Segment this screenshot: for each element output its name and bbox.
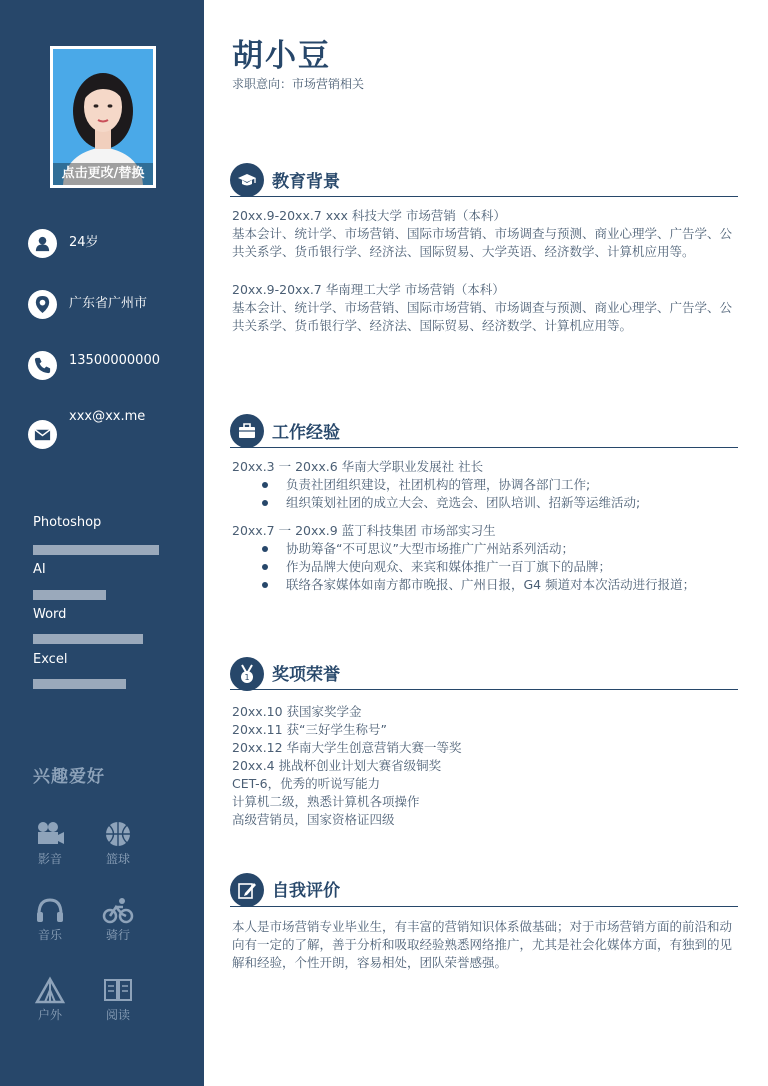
phone-icon xyxy=(28,351,57,380)
work-bullet: 协助筹备“不可思议”大型市场推广广州站系列活动； xyxy=(232,540,740,558)
education-courses: 基本会计、统计学、市场营销、国际市场营销、市场调查与预测、商业心理学、广告学、公共关系学、货币银行学、经济法、国际贸易、大学英语、经济数学、计算机应用等。 xyxy=(232,226,733,259)
job-intent: 求职意向：市场营销相关 xyxy=(232,77,365,91)
work-section xyxy=(232,458,740,594)
person-icon xyxy=(28,229,57,258)
skill-bar xyxy=(33,545,159,555)
work-title: 工作经验 xyxy=(272,423,340,443)
email-text: xxx@xx.me xyxy=(69,409,146,424)
skill-label: AI xyxy=(33,562,46,577)
phone-text: 13500000000 xyxy=(69,353,160,368)
work-bullet: 联络各家媒体如南方都市晚报、广州日报，G4 频道对本次活动进行报道； xyxy=(232,576,740,594)
award-item: 20xx.11 获“三好学生称号” xyxy=(232,722,388,737)
work-divider xyxy=(230,447,738,448)
headphones-icon xyxy=(34,896,66,924)
skill-label: Excel xyxy=(33,652,68,667)
candidate-name: 胡小豆 xyxy=(232,38,331,74)
bicycle-icon xyxy=(102,896,134,924)
self-eval-text: 本人是市场营销专业毕业生，有丰富的营销知识体系做基础；对于市场营销方面的前沿和动向有一定的了解，善于分析和吸取经验熟悉网络推广，尤其是社会化媒体方面，有独到的见解和经验，个性开朗，容易相处，团队荣誉感强。 xyxy=(232,919,733,970)
change-photo-button[interactable]: 点击更改/替换 xyxy=(53,163,153,185)
education-courses: 基本会计、统计学、市场营销、国际市场营销、市场调查与预测、商业心理学、广告学、公共关系学、货币银行学、经济法、国际贸易、经济数学、计算机应用等。 xyxy=(232,300,733,333)
hobby-label: 阅读 xyxy=(105,1008,130,1022)
work-bullet: 负责社团组织建设，社团机构的管理，协调各部门工作; xyxy=(232,476,740,494)
work-bullet: 作为品牌大使向观众、来宾和媒体推广一百丁旗下的品牌； xyxy=(232,558,740,576)
mail-icon xyxy=(28,420,57,449)
hobbies-title: 兴趣爱好 xyxy=(33,767,105,787)
education-header: 20xx.9-20xx.7 xxx 科技大学 市场营销（本科） xyxy=(232,208,506,223)
film-camera-icon xyxy=(34,820,66,848)
age-text: 24岁 xyxy=(69,235,99,250)
award-item: 高级营销员，国家资格证四级 xyxy=(232,812,395,827)
hobby-music xyxy=(30,896,70,943)
work-bullet: 组织策划社团的成立大会、竞选会、团队培训、招新等运维活动; xyxy=(232,494,740,512)
skill-bar xyxy=(33,590,106,600)
hobby-basketball xyxy=(98,820,138,867)
open-book-icon xyxy=(102,976,134,1004)
hobby-label: 户外 xyxy=(37,1008,62,1022)
skill-bar xyxy=(33,634,143,644)
skill-bar xyxy=(33,679,126,689)
hobby-outdoor xyxy=(30,976,70,1023)
awards-title: 奖项荣誉 xyxy=(272,665,340,685)
awards-section xyxy=(232,703,740,829)
hobby-label: 音乐 xyxy=(37,928,62,942)
work-header: 20xx.3 一 20xx.6 华南大学职业发展社 社长 xyxy=(232,459,484,474)
location-text: 广东省广州市 xyxy=(69,296,148,311)
self-eval-section xyxy=(232,918,740,972)
education-header: 20xx.9-20xx.7 华南理工大学 市场营销（本科） xyxy=(232,282,505,297)
award-item: 20xx.12 华南大学生创意营销大赛一等奖 xyxy=(232,740,462,755)
hobby-label: 骑行 xyxy=(105,928,130,942)
svg-text:1: 1 xyxy=(244,673,250,682)
education-divider xyxy=(230,196,738,197)
self-eval-title: 自我评价 xyxy=(272,881,340,901)
basketball-icon xyxy=(102,820,134,848)
hobby-label: 篮球 xyxy=(105,852,130,866)
award-item: 20xx.4 挑战杯创业计划大赛省级铜奖 xyxy=(232,758,442,773)
award-item: CET-6，优秀的听说写能力 xyxy=(232,776,381,791)
hobby-cycling xyxy=(98,896,138,943)
hobby-movie xyxy=(30,820,70,867)
hobby-reading xyxy=(98,976,138,1023)
location-pin-icon xyxy=(28,290,57,319)
self-eval-divider xyxy=(230,906,738,907)
awards-divider xyxy=(230,689,738,690)
work-header: 20xx.7 一 20xx.9 蓝丁科技集团 市场部实习生 xyxy=(232,523,496,538)
edit-pencil-icon xyxy=(230,873,264,907)
medal-icon xyxy=(230,657,264,691)
briefcase-icon xyxy=(230,414,264,448)
skill-label: Word xyxy=(33,607,67,622)
education-section xyxy=(232,207,740,335)
tent-icon xyxy=(34,976,66,1004)
award-item: 计算机二级，熟悉计算机各项操作 xyxy=(232,794,420,809)
award-item: 20xx.10 获国家奖学金 xyxy=(232,704,362,719)
education-title: 教育背景 xyxy=(272,172,340,192)
profile-photo[interactable] xyxy=(50,46,156,188)
graduation-cap-icon xyxy=(230,163,264,197)
skill-label: Photoshop xyxy=(33,515,102,530)
sidebar xyxy=(0,0,204,1086)
hobby-label: 影音 xyxy=(37,852,62,866)
